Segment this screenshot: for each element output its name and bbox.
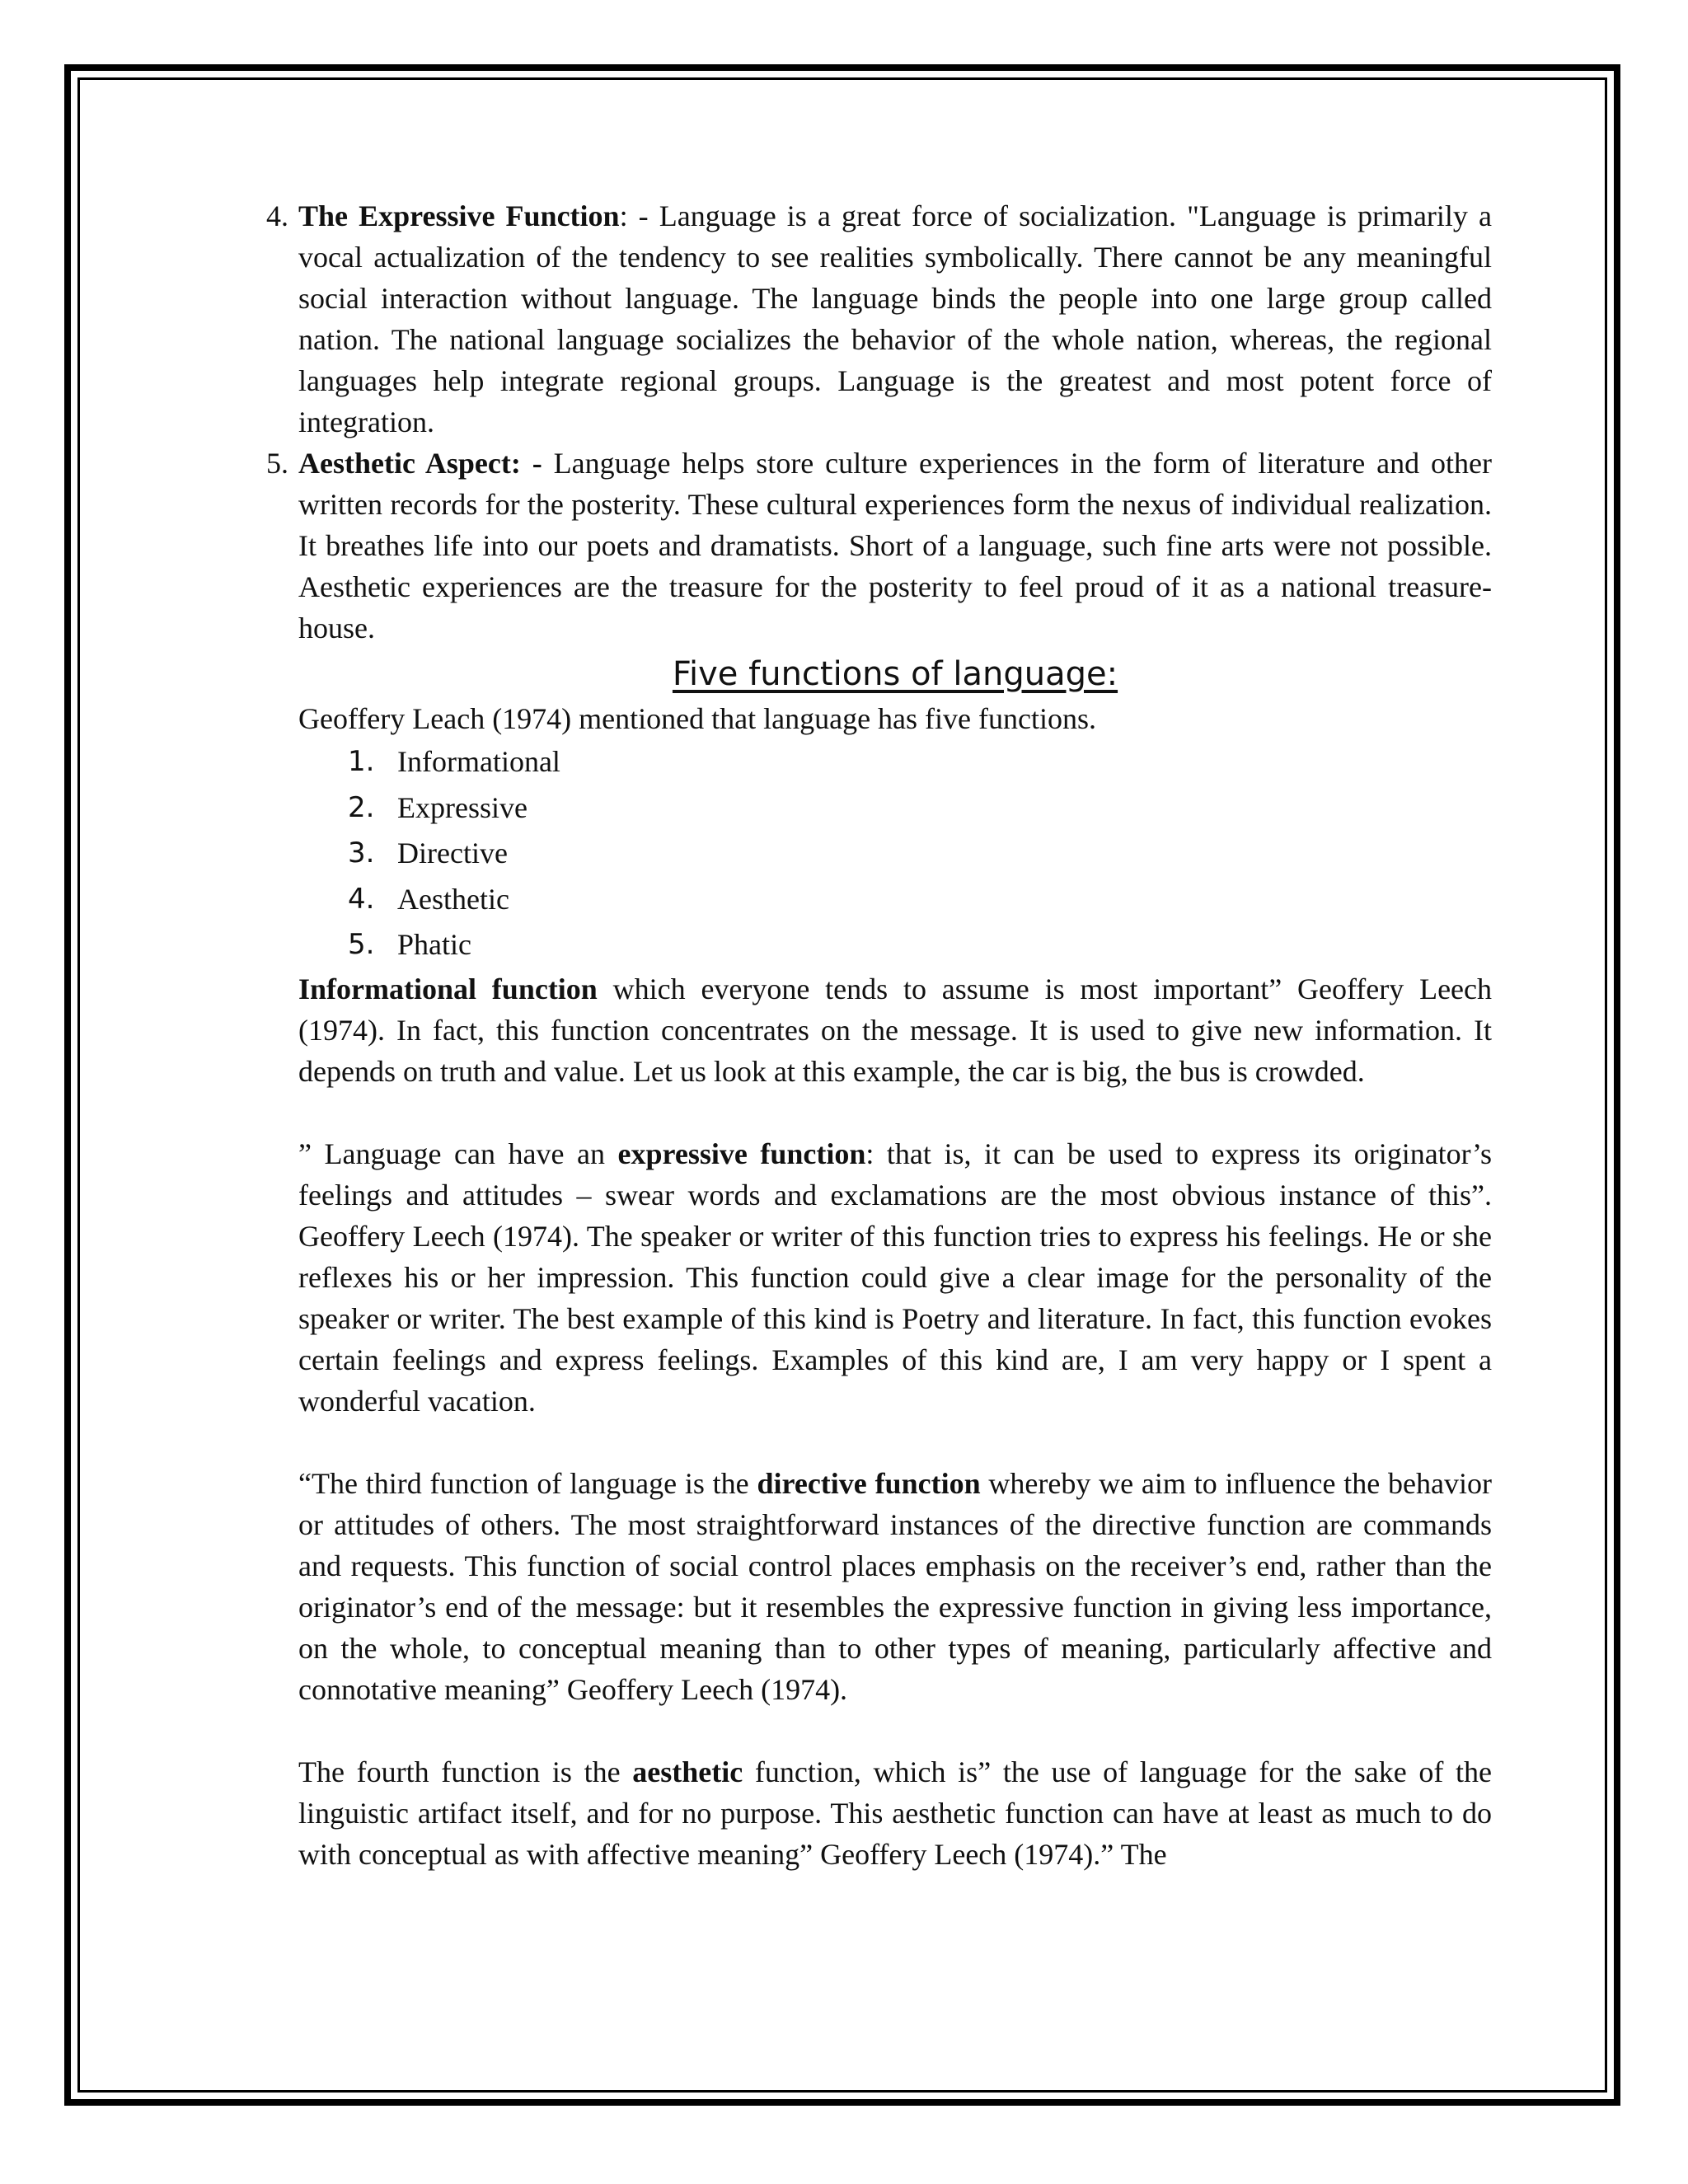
list-item-expressive-function	[266, 195, 1492, 443]
function-item	[348, 739, 1492, 785]
function-item	[348, 922, 1492, 968]
function-number: 5.	[348, 928, 375, 961]
paragraph-text-after: : that is, it can be used to express its originator’s feelings and attitudes – swear words and exclamations are the most obvious instance of this”. Geoffery Leech (1974). The speaker or writer of this function tries to express his feelings. He or she reflexes his or her impression. This function could give a clear image for the personality of the speaker or writer. The best example of this kind is Poetry and literature. In fact, this function evokes certain feelings and express feelings. Examples of this kind are, I am very happy or I spent a wonderful vacation.	[298, 1137, 1493, 1418]
paragraph-informational	[298, 968, 1492, 1092]
function-number: 3.	[348, 837, 375, 869]
function-label: Informational	[397, 745, 560, 778]
bold-term: directive function	[757, 1466, 981, 1500]
list-item-aesthetic-aspect	[266, 443, 1492, 649]
list-item-title: Aesthetic Aspect: -	[298, 447, 542, 480]
document-body	[266, 195, 1493, 1875]
bold-term: Informational function	[298, 972, 598, 1005]
paragraph-text-before: ” Language can have an	[298, 1137, 618, 1170]
functions-list	[298, 739, 1492, 968]
section-heading: Five functions of language:	[672, 655, 1118, 693]
function-number: 1.	[348, 745, 375, 778]
paragraph-text-before: The fourth function is the	[298, 1755, 633, 1788]
paragraph-aesthetic	[298, 1751, 1492, 1875]
list-item-number: 4.	[266, 199, 288, 232]
paragraph-directive	[298, 1463, 1492, 1710]
function-item	[348, 831, 1492, 877]
paragraph-text-before: “The third function of language is the	[298, 1466, 757, 1500]
function-number: 2.	[348, 790, 375, 824]
function-item	[348, 785, 1492, 832]
paragraph-spacer	[298, 1092, 1492, 1133]
list-item-title: The Expressive Function	[298, 199, 620, 232]
function-label: Directive	[397, 837, 508, 869]
paragraph-text: which everyone tends to assume is most important” Geoffery Leech (1974). In fact, this function concentrates on the message. It is used to give new information. It depends on truth and value. Let us look at this example, the car is big, the bus is crowded.	[298, 972, 1493, 1088]
bold-term: expressive function	[617, 1137, 866, 1170]
function-label: Aesthetic	[397, 882, 509, 916]
paragraph-spacer	[298, 1422, 1492, 1463]
paragraph-expressive	[298, 1133, 1492, 1422]
function-number: 4.	[348, 882, 375, 916]
function-label: Phatic	[397, 928, 471, 961]
intro-text: Geoffery Leach (1974) mentioned that language has five functions.	[298, 702, 1096, 735]
function-item	[348, 877, 1492, 923]
list-item-number: 5.	[266, 447, 288, 480]
paragraph-text-after: whereby we aim to influence the behavior or attitudes of others. The most straightforward instances of the directive function are commands and requests. This function of social control places emphasis on the receiver’s end, rather than the originator’s end of the message: but it resembles the expressive function in giving less importance, on the whole, to conceptual meaning than to other types of meaning, particularly affective and connotative meaning” Geoffery Leech (1974).	[298, 1466, 1492, 1706]
function-label: Expressive	[397, 790, 528, 824]
list-item-text: : - Language is a great force of socialization. "Language is primarily a vocal actualization of the tendency to see realities symbolically. There cannot be any meaningful social interaction without language. The language binds the people into one large group called nation. The national language socializes the behavior of the whole nation, whereas, the regional languages help integrate regional groups. Language is the greatest and most potent force of integration.	[298, 199, 1492, 438]
paragraph-text-after: function, which is” the use of language for the sake of the linguistic artifact itself, and for no purpose. This aesthetic function can have at least as much to do with conceptual as with affective meaning” Geoffery Leech (1974).” The	[298, 1755, 1492, 1871]
bold-term: aesthetic	[632, 1755, 743, 1788]
paragraph-spacer	[298, 1710, 1492, 1751]
list-item-text: Language helps store culture experiences in the form of literature and other written records for the posterity. These cultural experiences form the nexus of individual realization. It breathes life into our poets and dramatists. Short of a language, such fine arts were not possible. Aesthetic experiences are the treasure for the posterity to feel proud of it as a national treasure-house.	[298, 447, 1492, 644]
